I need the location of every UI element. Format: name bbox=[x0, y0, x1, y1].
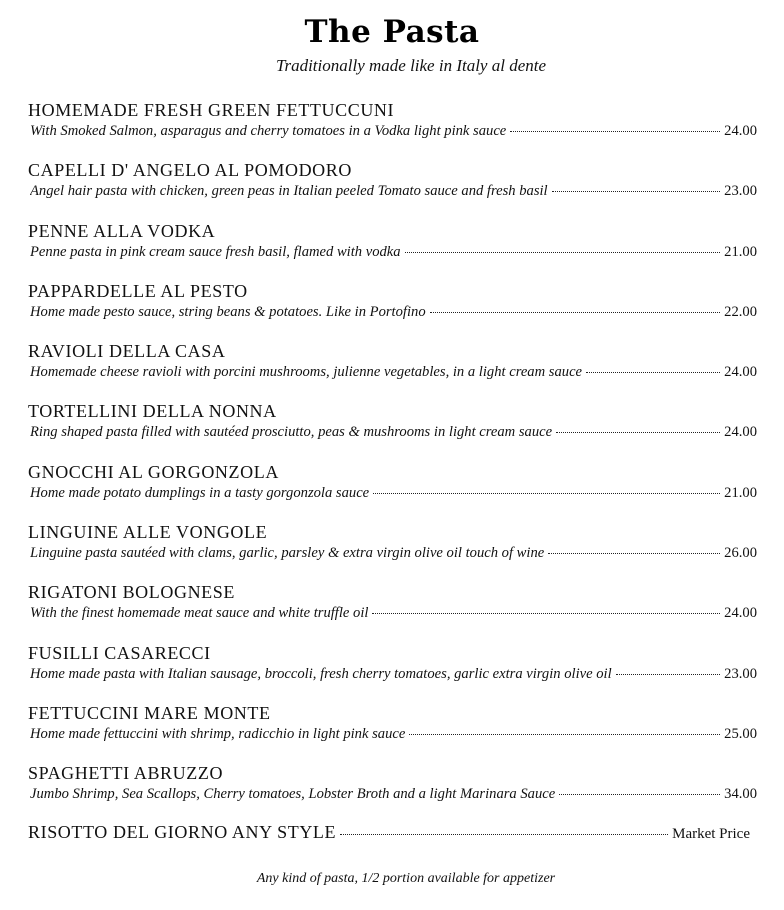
item-description: With Smoked Salmon, asparagus and cherry tomatoes in a Vodka light pink sauce bbox=[30, 123, 507, 139]
item-price: Market Price bbox=[672, 826, 750, 842]
dot-leader bbox=[340, 834, 668, 835]
menu-item bbox=[0, 337, 784, 397]
item-name: SPAGHETTI ABRUZZO bbox=[28, 763, 224, 784]
dot-leader bbox=[405, 252, 721, 253]
item-name: TORTELLINI DELLA NONNA bbox=[28, 401, 277, 422]
item-description: Home made fettuccini with shrimp, radicchio in light pink sauce bbox=[30, 725, 406, 742]
item-description: Jumbo Shrimp, Sea Scallops, Cherry tomatoes, Lobster Broth and a light Marinara Sauce bbox=[30, 786, 556, 803]
item-price: 23.00 bbox=[724, 665, 757, 682]
menu-subtitle: Traditionally made like in Italy al dente bbox=[275, 56, 547, 75]
item-description: Penne pasta in pink cream sauce fresh basil, flamed with vodka bbox=[30, 243, 401, 260]
dot-leader bbox=[616, 674, 721, 675]
item-price: 24.00 bbox=[724, 364, 757, 381]
item-price: 34.00 bbox=[724, 786, 757, 803]
item-description: Linguine pasta sautéed with clams, garlic, parsley & extra virgin olive oil touch of wine bbox=[30, 545, 545, 562]
item-price: 24.00 bbox=[724, 605, 757, 622]
item-name: GNOCCHI AL GORGONZOLA bbox=[28, 461, 279, 482]
menu-item bbox=[0, 277, 784, 337]
item-name: FETTUCCINI MARE MONTE bbox=[28, 702, 271, 723]
dot-leader bbox=[548, 553, 720, 554]
item-name: PAPPARDELLE AL PESTO bbox=[28, 280, 248, 301]
dot-leader bbox=[373, 493, 720, 494]
menu-item bbox=[0, 96, 784, 156]
menu-item bbox=[0, 156, 784, 216]
item-price: 23.00 bbox=[724, 183, 757, 200]
dot-leader bbox=[552, 191, 721, 192]
dot-leader bbox=[510, 131, 720, 132]
dot-leader bbox=[556, 432, 720, 433]
dot-leader bbox=[409, 734, 720, 735]
menu-item-list bbox=[0, 96, 784, 820]
menu-item bbox=[0, 699, 784, 759]
menu-item bbox=[0, 518, 784, 578]
dot-leader bbox=[586, 372, 720, 373]
item-price: 26.00 bbox=[724, 545, 757, 562]
item-name: FUSILLI CASARECCI bbox=[28, 642, 211, 663]
menu-item-risotto bbox=[28, 822, 750, 843]
item-price: 22.00 bbox=[724, 303, 757, 320]
item-price: 21.00 bbox=[724, 484, 757, 501]
menu-title: The Pasta bbox=[304, 14, 480, 50]
item-name: RIGATONI BOLOGNESE bbox=[28, 582, 235, 603]
item-description: Home made pesto sauce, string beans & potatoes. Like in Portofino bbox=[30, 303, 426, 320]
menu-item bbox=[0, 578, 784, 638]
item-description: Homemade cheese ravioli with porcini mushrooms, julienne vegetables, in a light cream sauce bbox=[30, 364, 583, 381]
menu-item bbox=[0, 397, 784, 457]
item-price: 24.00 bbox=[724, 424, 757, 441]
item-name: LINGUINE ALLE VONGOLE bbox=[28, 522, 268, 543]
dot-leader bbox=[559, 794, 720, 795]
item-description: Home made potato dumplings in a tasty gorgonzola sauce bbox=[30, 484, 370, 501]
dot-leader bbox=[372, 613, 720, 614]
item-name: RISOTTO DEL GIORNO ANY STYLE bbox=[28, 822, 337, 842]
menu-item bbox=[0, 639, 784, 699]
item-description: With the finest homemade meat sauce and white truffle oil bbox=[30, 605, 369, 622]
item-name: CAPELLI D' ANGELO AL POMODORO bbox=[28, 160, 352, 181]
item-price: 21.00 bbox=[724, 243, 757, 260]
menu-item bbox=[0, 217, 784, 277]
item-price: 24.00 bbox=[724, 123, 757, 139]
footnote: Any kind of pasta, 1/2 portion available for appetizer bbox=[256, 871, 556, 886]
item-description: Angel hair pasta with chicken, green peas in Italian peeled Tomato sauce and fresh basil bbox=[30, 183, 548, 200]
item-description: Home made pasta with Italian sausage, broccoli, fresh cherry tomatoes, garlic extra virgin olive oil bbox=[30, 665, 612, 682]
item-description: Ring shaped pasta filled with sautéed prosciutto, peas & mushrooms in light cream sauce bbox=[30, 424, 553, 441]
item-name: PENNE ALLA VODKA bbox=[28, 220, 216, 241]
item-name: HOMEMADE FRESH GREEN FETTUCCUNI bbox=[28, 100, 395, 120]
item-price: 25.00 bbox=[724, 725, 757, 742]
item-name: RAVIOLI DELLA CASA bbox=[28, 341, 226, 362]
menu-item bbox=[0, 759, 784, 819]
dot-leader bbox=[430, 312, 721, 313]
menu-item bbox=[0, 458, 784, 518]
